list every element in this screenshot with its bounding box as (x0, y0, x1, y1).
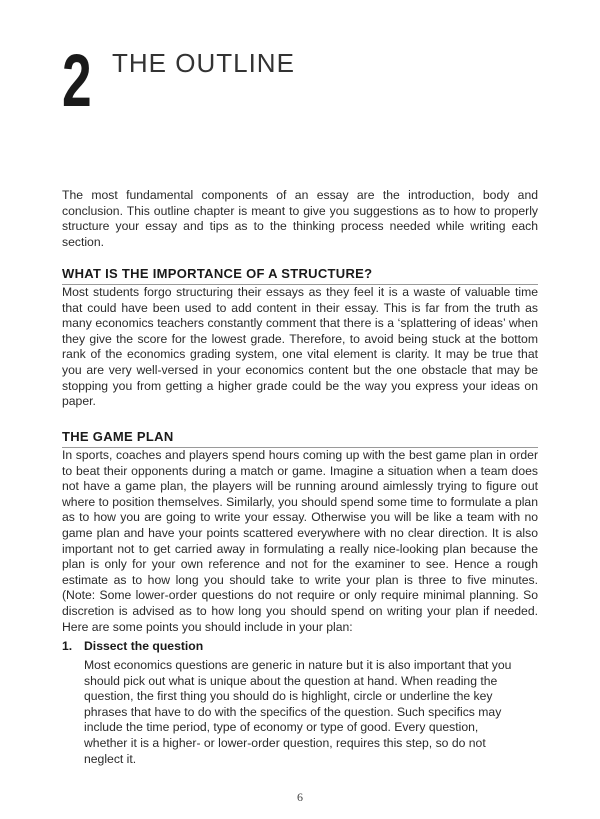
list-item-body: Most economics questions are generic in nature but it is also important that you should pick out what is unique about the question at hand. When reading the question, the first thing you should do is highlight, circle or underline the key phrases that have to do with the specifics of the question. Such specifics may include the time period, type of economy or type of good. Every question, whether it is a higher- or lower-order question, requires this step, so do not neglect it. (84, 658, 512, 766)
chapter-number: 2 (62, 39, 91, 122)
list-item-number: 1. (62, 639, 73, 653)
chapter-title: THE OUTLINE (112, 48, 295, 78)
page-number: 6 (297, 790, 303, 804)
intro-paragraph: The most fundamental components of an essay are the introduction, body and conclusion. This outline chapter is meant to give you suggestions as to how to properly structure your essay and tips as to the thinking process needed while writing each section. (62, 188, 538, 249)
section-heading-game-plan: THE GAME PLAN (62, 429, 538, 448)
section-paragraph-structure: Most students forgo structuring their essays as they feel it is a waste of valuable time that could have been used to add content in their essay. This is far from the truth as many economics teachers constantly comment that there is a ‘splattering of ideas’ when they give the score for the lowest grade. Therefore, to avoid being stuck at the bottom rank of the economics grading system, one vital element is clarity. It may be true that you are very well-versed in your economics content but the one obstacle that may be stopping you from getting a higher grade could be the way you express your ideas on paper. (62, 285, 538, 409)
list-item-heading: Dissect the question (84, 639, 204, 653)
section-heading-structure: WHAT IS THE IMPORTANCE OF A STRUCTURE? (62, 266, 538, 285)
list-item-title (62, 639, 538, 655)
section-paragraph-game-plan: In sports, coaches and players spend hours coming up with the best game plan in order to beat their opponents during a match or game. Imagine a situation when a team does not have a game plan, the players will be running around aimlessly trying to figure out where to position themselves. Similarly, you should spend some time to formulate a plan as to how you are going to write your essay. Otherwise you will be like a team with no game plan and have your points scattered everywhere with no clear direction. It is also important not to get carried away in formulating a really nice-looking plan because the plan is only for your own reference and not for the examiner to see. Hence a rough estimate as to how long you should take to write your plan is three to five minutes. (Note: Some lower-order questions do not require or only require minimal planning. So discretion is advised as to how long you should spend on writing your plan if needed. Here are some points you should include in your plan: (62, 448, 538, 634)
